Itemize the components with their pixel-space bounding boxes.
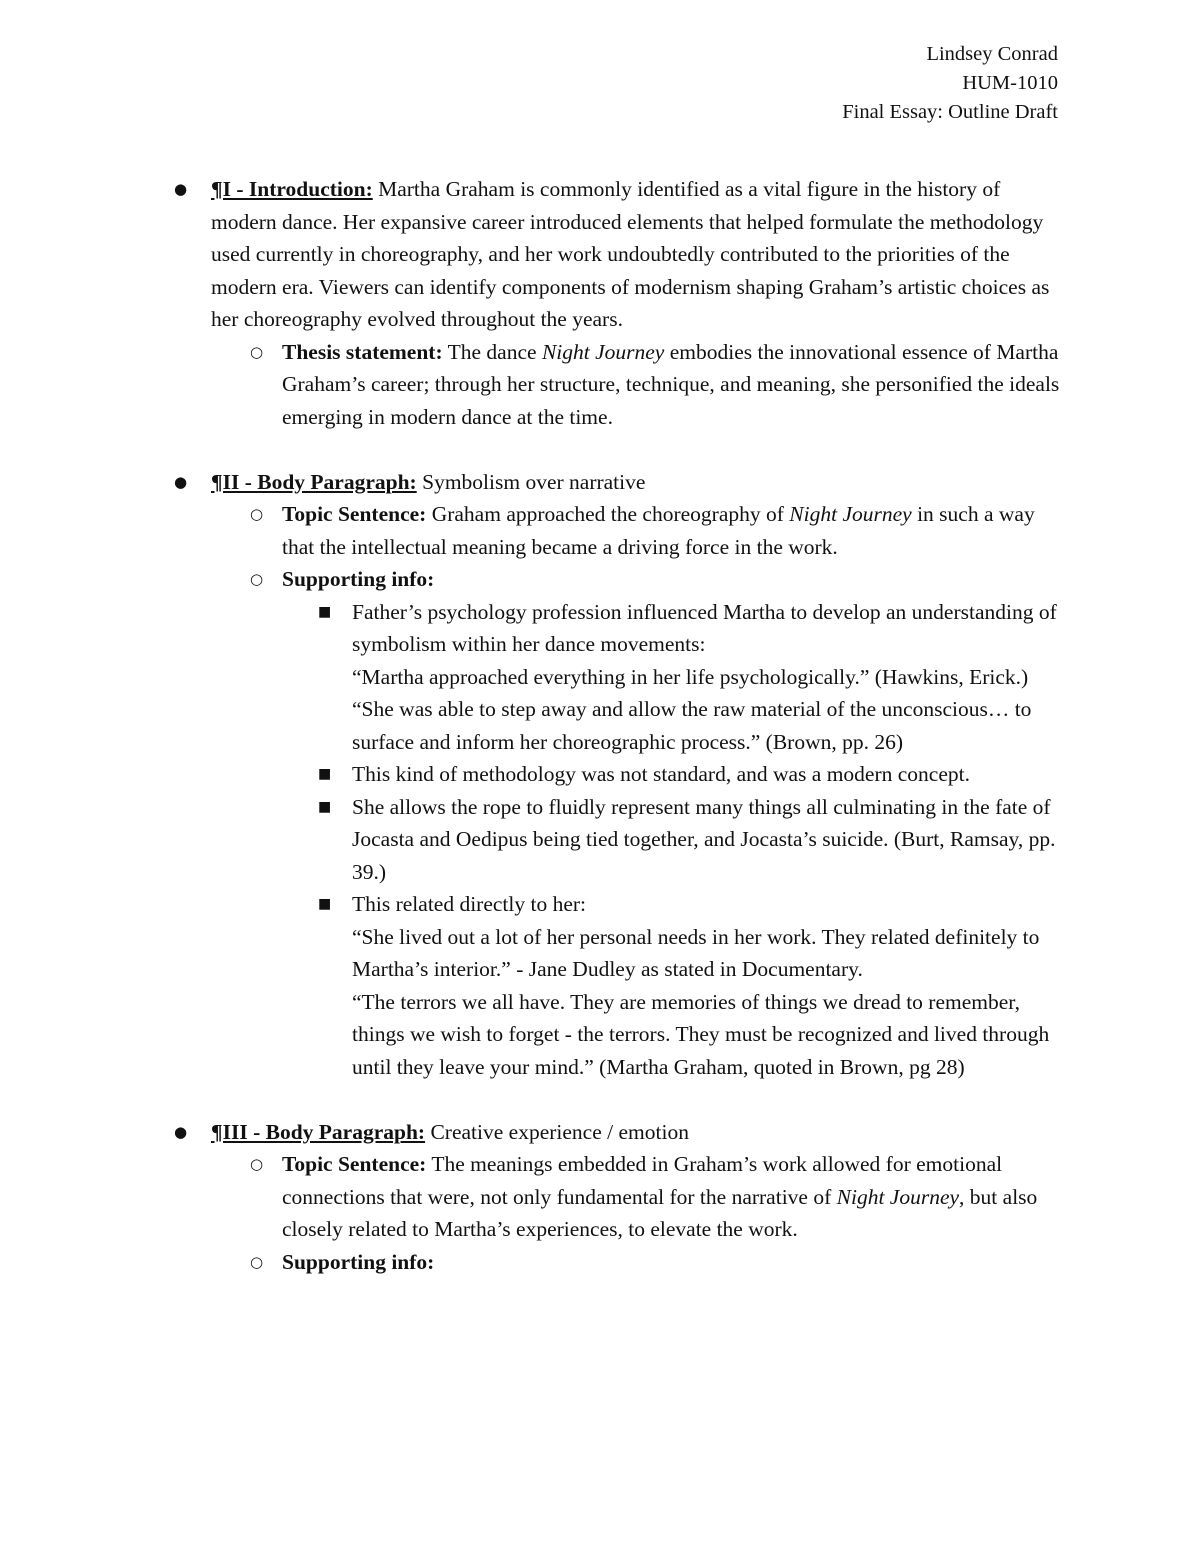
topic-label: Topic Sentence: [282,1152,427,1176]
topic-text-pre: Graham approached the choreography of [426,502,790,526]
topic-sentence [0,1148,1062,1246]
document-header [842,40,1058,127]
bullet-icon: ● [174,180,188,198]
bullet-icon: ● [174,472,188,491]
point-text: Father’s psychology profession influenced Martha to develop an understanding of symbolism within her dance movements: [352,599,1057,656]
thesis-label: Thesis statement: [282,339,443,364]
section-label: ¶I - Introduction: [211,177,373,201]
hollow-bullet-icon: ○ [250,342,264,361]
topic-text-post: , but also closely related to Martha’s experiences, to elevate the work. [282,1184,1038,1241]
square-bullet-icon: ■ [318,766,332,782]
quote-text: “She was able to step away and allow the raw material of the unconscious… to surface and inform her choreographic process.” (Brown, pp. 26) [352,697,1032,754]
author-name: Lindsey Conrad [926,43,1058,65]
supporting-label: Supporting info: [282,567,435,591]
square-bullet-icon: ■ [318,603,332,620]
section-body-2 [0,1116,1061,1149]
section-introduction [0,173,1061,336]
thesis-text-pre: The dance [442,339,542,364]
section-text: Symbolism over narrative [416,469,646,494]
hollow-bullet-icon: ○ [250,1252,264,1271]
section-label: ¶III - Body Paragraph: [211,1119,426,1144]
topic-text-italic: Night Journey [836,1184,960,1209]
thesis-text-italic: Night Journey [541,339,665,364]
supporting-point [0,888,1062,1083]
section-label: ¶II - Body Paragraph: [211,469,417,494]
document-title: Final Essay: Outline Draft [842,101,1058,123]
supporting-info [0,563,1062,596]
spacer [0,1083,1200,1116]
point-text: She allows the rope to fluidly represent many things all culminating in the fate of Jocasta and Oedipus being tied together, and Jocasta’s suicide. (Burt, Ramsay, pp. 39.) [352,794,1056,884]
square-bullet-icon: ■ [318,798,332,815]
thesis-statement [0,336,1062,434]
bullet-icon: ● [174,1122,188,1141]
hollow-bullet-icon: ○ [250,505,264,523]
hollow-bullet-icon: ○ [250,1155,264,1173]
hollow-bullet-icon: ○ [250,570,264,588]
essay-outline [0,173,1200,1278]
topic-text-post: in such a way that the intellectual meaning became a driving force in the work. [282,502,1035,559]
supporting-point [0,791,1062,889]
topic-text-italic: Night Journey [789,502,912,526]
spacer [0,433,1200,466]
topic-label: Topic Sentence: [282,502,427,526]
supporting-info [0,1246,1062,1279]
topic-text-pre: The meanings embedded in Graham’s work allowed for emotional connections that were, not only fundamental for the narrative of [282,1152,1003,1209]
square-bullet-icon: ■ [318,896,332,912]
thesis-text-post: embodies the innovational essence of Martha Graham’s career; through her structure, technique, and meaning, she personified the ideals emerging in modern dance at the time. [282,339,1060,429]
quote-text: “She lived out a lot of her personal needs in her work. They related definitely to Martha’s interior.” - Jane Dudley as stated in Documentary. [352,924,1040,981]
section-text: Creative experience / emotion [425,1119,689,1144]
supporting-point [0,758,1062,791]
section-text: Martha Graham is commonly identified as a vital figure in the history of modern dance. Her expansive career introduced elements that helped formulate the methodology used currently in choreography, and her work undoubtedly contributed to the priorities of the modern era. Viewers can identify components of modernism shaping Graham’s artistic choices as her choreography evolved throughout the years. [211,177,1050,331]
course-code: HUM-1010 [962,72,1058,94]
supporting-point [0,596,1062,759]
quote-text: “Martha approached everything in her life psychologically.” (Hawkins, Erick.) [352,664,1029,689]
topic-sentence [0,498,1062,563]
point-text: This kind of methodology was not standard, and was a modern concept. [352,762,970,786]
supporting-label: Supporting info: [282,1249,435,1274]
section-body-1 [0,466,1061,499]
quote-text: “The terrors we all have. They are memories of things we dread to remember, things we wish to forget - the terrors. They must be recognized and lived through until they leave your mind.” (Martha Graham, quoted in Brown, pg 28) [352,989,1050,1079]
point-text: This related directly to her: [352,892,587,916]
